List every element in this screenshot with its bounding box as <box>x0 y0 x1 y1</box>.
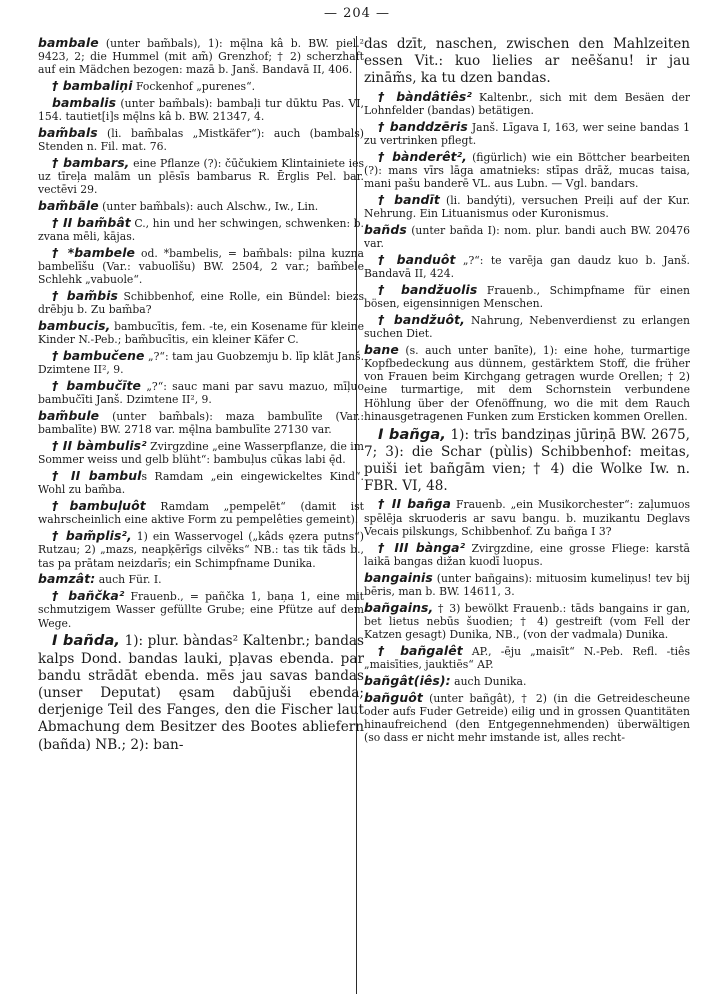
entry-text: Ramdam „pempelēt“ (damit ist wahrscheinlich eine aktive Form zu pempelêties gemeint). <box>38 500 364 527</box>
entry-headword: bambucis, <box>38 318 111 334</box>
entry-headword: † II bambul <box>52 468 142 484</box>
dictionary-entry <box>364 150 690 191</box>
entry-text: (unter bañgât), † 2) (in die Getreidescheune oder aufs Fuder Getreide) eilig und in grossen Quantitäten hinaufreichend (den Entgegennehmenden) überwältigen (so dass er nicht mehr imstande ist, alles recht- <box>364 691 690 745</box>
entry-headword: † bañgalêt <box>378 642 463 658</box>
dictionary-entry <box>38 36 364 77</box>
dictionary-entry <box>38 319 364 346</box>
dictionary-entry <box>38 199 364 213</box>
dictionary-entry <box>38 96 364 123</box>
dictionary-entry <box>38 349 364 376</box>
entry-headword: † bànderêt², <box>378 148 467 164</box>
entry-text: Kaltenbr., sich mit dem Besäen der Lohnfelder (bandas) betätigen. <box>364 90 690 117</box>
dictionary-entry <box>364 426 690 496</box>
entry-text: AP., -ēju „maisīt“ N.-Peb. Refl. -tiês „maisīties, jauktiēs“ AP. <box>364 644 690 672</box>
entry-text: (unter bam̃bals), 1): mę̄lna kâ b. BW. piel.² 9423, 2; die Hummel (mit am̃) Grenzhof; † 2) scherzhaft auf ein Mädchen bezogen: mazā b. Janš. Bandavā II, 406. <box>38 37 364 77</box>
entry-text: (unter bañda I): nom. plur. bandi auch BW. 20476 var. <box>364 223 690 251</box>
entry-headword: † bambars, <box>52 155 130 170</box>
dictionary-entry <box>38 379 364 406</box>
entry-headword: † bambaliņi <box>52 78 133 94</box>
entry-text: das dzīt, naschen, zwischen den Mahlzeiten essen Vit.: kuo lielies ar neēšanu! ir jau zinām̃s, ka tu dzen bandas. <box>364 36 690 87</box>
entry-headword: † bam̃plis², <box>52 528 132 544</box>
dictionary-entry <box>364 223 690 250</box>
dictionary-entry <box>38 126 364 153</box>
entry-text: Schibbenhof, eine Rolle, ein Bündel: biezs drēbju b. Zu bam̃ba? <box>38 290 364 317</box>
entry-headword: † banduôt <box>378 251 456 267</box>
entry-headword: † bambučīte <box>52 378 142 394</box>
entry-headword: bambale <box>38 36 99 50</box>
dictionary-entry <box>38 79 364 93</box>
dictionary-entry <box>364 36 690 88</box>
entry-headword: bañguôt <box>364 689 423 705</box>
page-number: — 204 — <box>323 6 391 21</box>
entry-headword: bañgât(iês): <box>364 672 451 688</box>
entry-headword: bambalis <box>52 95 117 110</box>
entry-text: (unter bañgains): mituosim kumeliņus! tev bij bēris, man b. BW. 14611, 3. <box>364 571 690 598</box>
entry-text: (li. bandýti), versuchen Preiļi auf der Kur. Nehrung. Ein Lituanismus oder Kuronismus. <box>364 193 690 221</box>
entry-headword: † bandžuolis <box>378 281 478 297</box>
dictionary-entry <box>38 589 364 630</box>
entry-text: „?“: tam jau Guobzemju b. līp klāt Janš. Dzimtene II², 9. <box>38 350 364 377</box>
entry-headword: bam̃bule <box>38 408 100 424</box>
entry-text: eine Pflanze (?): čūčukiem Klintainiete ies uz tīreļa malām un plēsīs bambarus R. Ērglis Pel. bar. vectēvi 29. <box>38 157 364 197</box>
dictionary-entry <box>38 439 364 466</box>
entry-text: „?“: te varēja gan daudz kuo b. Janš. Bandavā II, 424. <box>364 253 690 281</box>
entry-text: s Ramdam „ein eingewickeltes Kind“. Wohl zu bam̃ba. <box>38 470 364 497</box>
entry-text: Zvirgzdine, eine grosse Fliege: karstā laikā bangas dižan kuodī luopus. <box>364 541 690 568</box>
dictionary-entry <box>38 409 364 436</box>
dictionary-entry <box>364 343 690 423</box>
dictionary-entry <box>364 571 690 598</box>
entry-headword: bam̃bals <box>38 125 98 140</box>
entry-text: auch Dunika. <box>450 674 527 688</box>
dictionary-entry <box>38 572 364 586</box>
dictionary-entry <box>364 541 690 568</box>
entry-headword: bañgains, <box>364 599 434 615</box>
dictionary-entry <box>364 193 690 220</box>
dictionary-entry <box>38 289 364 316</box>
entry-headword: † II bàmbulis² <box>52 438 147 454</box>
entry-text: auch Für. I. <box>95 573 162 587</box>
entry-text: (s. auch unter banīte), 1): eine hohe, turmartige Kopfbedeckung aus dünnem, gestärktem Stoff, die früher von Frauen beim Kirchgang getragen wurde Orellen; † 2) eine turmartige, mit dem Schornstein verbundene Höhlung über der Ofenöffnung, wo die mit dem Rauch hinausgetragenen Funken zum Ersticken kommen Orellen. <box>364 343 690 423</box>
entry-headword: bañds <box>364 221 407 237</box>
dictionary-entry <box>38 632 364 753</box>
dictionary-entry <box>38 246 364 287</box>
dictionary-entry <box>364 674 690 688</box>
entry-headword: † II bam̃bât <box>52 215 131 230</box>
entry-text: Frauenb., Schimpfname für einen bösen, eigensinnigen Menschen. <box>364 283 690 311</box>
dictionary-entry <box>364 497 690 538</box>
left-column <box>38 36 364 996</box>
entry-text: (unter bam̃bals): maza bambulīte (Var.: bambalīte) BW. 2718 var. mę̄lna bambulīte 27130 var. <box>38 410 364 437</box>
dictionary-entry <box>38 216 364 243</box>
entry-text: † 3) bewölkt Frauenb.: tāds bangains ir gan, bet lietus nebūs šuodien; † 4) gestreift (vom Fell der Katzen gesagt) Dunika, NB., (von der vadmala) Dunika. <box>364 601 690 642</box>
entry-text: od. *bambelis, = bam̃bals: pilna kuzna bambelīšu (Var.: vabuolīšu) BW. 2504, 2 var.; bam̃bele Schlehk „vabuole“. <box>38 247 364 287</box>
entry-headword: †bambuļuôt <box>52 498 146 514</box>
dictionary-entry <box>364 644 690 671</box>
entry-text: C., hin und her schwingen, schwenken: b. zvana mēli, kājas. <box>38 217 364 244</box>
entry-text: Fockenhof „purenes“. <box>132 80 256 94</box>
entry-headword: † banddzēris <box>378 118 468 134</box>
entry-headword: bamzât: <box>38 571 96 587</box>
entry-text: 1) ein Wasservogel („kâds ęzera putns“) Rutzau; 2) „mazs, neapķērīgs cilvēks“ NB.: tas tik tāds b., tas pa prātam neizdarīs; ein Schimpfname Dunika. <box>38 530 364 570</box>
dictionary-entry <box>38 529 364 570</box>
entry-headword: † bambučene <box>52 348 145 364</box>
dictionary-entry <box>38 499 364 526</box>
entry-headword: I bañga, <box>378 425 447 443</box>
entry-text: Nahrung, Nebenverdienst zu erlangen suchen Diet. <box>364 313 690 341</box>
entry-headword: † III bànga² <box>378 539 466 555</box>
entry-text: (unter bam̃bals): bambaļi tur dūktu Pas. VI, 154. tautiet[i]s mę̄lns kâ b. BW. 21347, 4. <box>38 97 364 124</box>
entry-text: 1): trīs bandziņas jūriņā BW. 2675, 7; 3): die Schar (pùlis) Schibbenhof: meitas, puiši iet bañgām vien; † 4) die Wolke Iw. n. FBR. VI, 48. <box>364 426 690 495</box>
dictionary-entry <box>364 90 690 117</box>
entry-headword: I bañda, <box>52 632 121 650</box>
entry-headword: † bandžuôt, <box>378 311 465 327</box>
entry-headword: † bam̃bis <box>52 288 119 304</box>
entry-headword: † II bañga <box>378 496 451 512</box>
entry-text: Janš. Līgava I, 163, wer seine bandas 1 zu vertrinken pflegt. <box>364 120 690 147</box>
entry-text: (unter bam̃bals): auch Alschw., Iw., Lin. <box>98 200 319 214</box>
dictionary-entry <box>364 253 690 280</box>
entry-text: Frauenb., = pañčka 1, baņa 1, eine mit schmutzigem Wasser gefüllte Grube; eine Pfütze auf dem Wege. <box>38 590 364 630</box>
dictionary-entry <box>364 691 690 745</box>
entry-text: „?“: sauc mani par savu mazuo, mīļuo bambučīti Janš. Dzimtene II², 9. <box>38 380 364 407</box>
entry-headword: † bàndâtiês² <box>378 88 472 104</box>
dictionary-entry <box>364 313 690 340</box>
entry-text: 1): plur. bàndas² Kaltenbr.; bandas kalps Dond. bandas lauki, pļavas ebenda. par bandu strādāt ebenda. mēs jau savas bandas (unser Deputat) ęsam dabūjuši ebenda; derjenige Teil des Fanges, den die Fischer laut Abmachung dem Besitzer des Bootes abliefern (bañda) NB.; 2): ban- <box>38 633 364 753</box>
entry-headword: bane <box>364 341 399 357</box>
entry-text: bambucītis, fem. -te, ein Kosename für kleine Kinder N.-Peb.; bam̃bucītis, ein kleiner Käfer C. <box>38 320 364 347</box>
dictionary-entry <box>364 120 690 147</box>
dictionary-entry <box>364 601 690 642</box>
entry-text: Zvirgzdine „eine Wasserpflanze, die im Sommer weiss und gelb blüht“: bambuļus cūkas labi ę̄d. <box>38 440 364 467</box>
entry-text: (li. bam̃balas „Mistkäfer“): auch (bambals) Stenden n. Fil. mat. 76. <box>38 127 364 154</box>
entry-headword: bam̃bãle <box>38 198 99 214</box>
dictionary-entry <box>38 469 364 496</box>
dictionary-entry <box>364 283 690 310</box>
dictionary-entry <box>38 156 364 197</box>
entry-headword: † bandīt <box>378 191 440 207</box>
entry-headword: bangainis <box>364 569 433 585</box>
entry-headword: † bañčka² <box>52 588 125 604</box>
entry-headword: † *bambele <box>52 245 136 260</box>
right-column <box>364 36 690 996</box>
entry-text: (figürlich) wie ein Böttcher bearbeiten (?): mans vīrs lāga amatnieks: stīpas drāž, mucas taisa, mani pašu banderē VL. aus Lubn. — Vgl. bandars. <box>364 150 690 191</box>
entry-text: Frauenb. „ein Musikorchester“: zaļumuos spēlēja skruoderis ar savu bangu. b. muzikantu Deglavs Vecais pilskungs, Schibbenhof. Zu bañga I 3? <box>364 498 690 538</box>
